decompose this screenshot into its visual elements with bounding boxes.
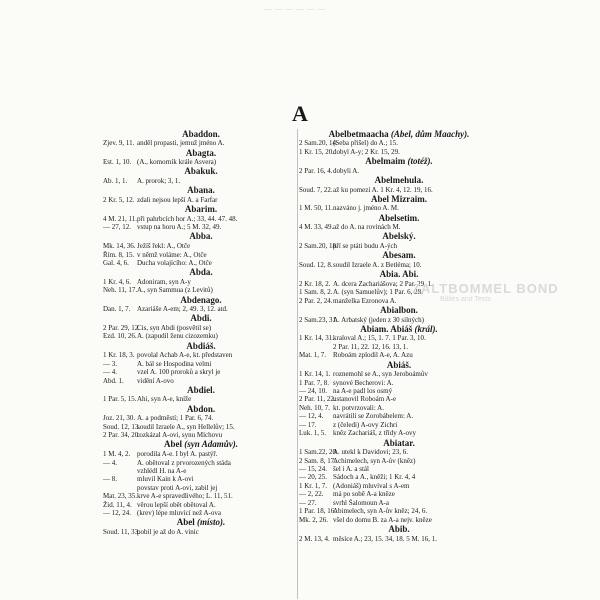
citation-line [103, 242, 299, 250]
citation-text: Cis, syn Abdi (posvětil se) [137, 323, 212, 332]
citation-text: A., syn Sammua (z Levitů) [137, 286, 213, 295]
entry-qualifier: (totéž). [407, 156, 433, 167]
verse-reference: — 15, 24. [299, 465, 327, 474]
citation-text: pří se ptáti budu A-ých [333, 242, 398, 251]
entry-headword: Abiáš. [386, 359, 412, 370]
verse-reference: 2 Sam.23, 31. [299, 315, 338, 324]
verse-reference: Neh. 11, 17. [103, 286, 138, 295]
citation-text: na A-e padl los osmý [333, 387, 393, 395]
verse-reference: Soud. 12, 8. [299, 260, 333, 269]
citation-text: věrou lepší obět obětoval A. [137, 500, 216, 509]
citation-line [299, 448, 499, 456]
citation-text: Roboám zplodil A-e, A. Azu [333, 351, 413, 360]
verse-reference: 2 Sam.20, 14. [299, 139, 338, 148]
concordance-entry [299, 306, 499, 324]
citation-text: Abimelech, syn A-ův kněz; 24, 6. [333, 507, 428, 516]
citation-text: soudil Izraele A. z Betléma; 10. [333, 260, 422, 269]
citation-line [103, 459, 299, 467]
section-letter: A [292, 101, 308, 126]
citation-line [103, 501, 299, 509]
citation-line [299, 535, 499, 543]
citation-text: povstav proti A-ovi, zabil jej [137, 483, 218, 492]
verse-reference: 1 Kr. 4, 6. [103, 277, 131, 286]
concordance-entry [103, 130, 299, 148]
concordance-entry [103, 296, 299, 314]
verse-reference: Mk. 2, 26. [299, 515, 328, 524]
citation-text: má po sobě A-a kněze [333, 490, 395, 499]
citation-line [299, 148, 499, 156]
citation-text: ustanovil Roboám A-e [333, 395, 396, 404]
verse-reference: Joz. 21, 30. [103, 414, 136, 423]
verse-reference [103, 467, 137, 475]
entry-qualifier: (syn Adamův). [184, 439, 238, 450]
citation-line [299, 421, 499, 429]
entry-headword: Abelmehula. [374, 174, 424, 185]
verse-reference: Žid. 11, 4. [103, 500, 132, 509]
citation-line [103, 196, 299, 204]
citation-line [299, 457, 499, 465]
citation-line [299, 465, 499, 473]
concordance-entry [299, 176, 499, 194]
verse-reference: — 24, 10. [299, 387, 327, 395]
citation-text: navrátilí se Zorobábelem: A. [333, 412, 414, 421]
verse-reference: 2 Kr. 18, 2. [299, 279, 331, 288]
citation-line [103, 467, 299, 475]
entry-headword: Abarim. [184, 204, 218, 215]
verse-reference: — 2, 22. [299, 490, 324, 499]
citation-text: svrhl Šalomoun A-a [333, 498, 389, 507]
verse-reference: 2 Par. 29, 12. [103, 323, 140, 332]
verse-reference: — 17. [299, 420, 317, 429]
concordance-entry [299, 195, 499, 213]
concordance-entry [103, 186, 299, 204]
verse-reference: 1 Kr. 15, 20. [299, 147, 334, 156]
verse-reference: Dan. 1, 7. [103, 305, 131, 314]
verse-reference: 1 Kr. 1, 7. [299, 481, 327, 490]
citation-text: A. Arbatský (jeden z 30 silných) [333, 315, 424, 324]
citation-line [299, 387, 499, 395]
citation-line [103, 278, 299, 286]
citation-text: A. bál se Hospodina velmi [137, 359, 212, 368]
citation-line [103, 509, 299, 517]
citation-text: vidění A-ovo [137, 376, 174, 385]
entry-headword: Abiam. Abiáš (král). [360, 323, 438, 334]
verse-reference: Mk. 14, 36. [103, 242, 136, 251]
verse-reference: 1 Kr. 14, 31. [299, 334, 334, 343]
citation-text: až ku pomezí A. 1 Kr. 4, 12. 19, 16. [333, 185, 433, 194]
verse-reference: 1 Par. 5, 15. [103, 395, 137, 404]
entry-headword: Abesam. [382, 250, 416, 261]
citation-text: kněz Zachariáš, z třídy A-ovy [333, 429, 416, 438]
citation-line [299, 334, 499, 342]
citation-line [299, 343, 499, 351]
running-title: — — — — — — [264, 5, 326, 13]
verse-reference: — 27, 12. [103, 223, 131, 232]
concordance-entry [103, 268, 299, 295]
citation-text: Adoniram, syn A-y [137, 277, 191, 286]
verse-reference: 1 Sam. 8, 2. [299, 288, 333, 297]
entry-headword: Abaddon. [182, 128, 220, 139]
entry-qualifier: (Abel, dům Maachy). [390, 128, 470, 139]
citation-line [103, 305, 299, 313]
citation-text: pobil je až do A. vinic [137, 528, 199, 537]
verse-reference [103, 484, 137, 492]
entry-headword: Abdenago. [180, 294, 222, 305]
citation-line [103, 332, 299, 340]
verse-reference: Mat. 23, 35. [103, 492, 138, 501]
entry-headword: Abialbon. [380, 304, 418, 315]
verse-reference: 1 M. 4, 2. [103, 450, 131, 459]
verse-reference: 4 M. 33, 49. [299, 223, 334, 232]
verse-reference: 2 Par. 2, 24. [299, 296, 333, 305]
entry-headword: Abiatar. [383, 437, 415, 448]
citation-text: Ježíš řekl: A., Otče [137, 242, 191, 251]
citation-text: měsíce A.; 23, 15. 34, 18. 5 M. 16, 1. [333, 534, 438, 543]
citation-line [103, 286, 299, 294]
citation-line [299, 261, 499, 269]
entry-headword: Abdon. [186, 403, 216, 414]
concordance-entry [103, 149, 299, 167]
entry-qualifier: (místo). [197, 517, 226, 528]
verse-reference: — 8. [103, 475, 117, 484]
citation-text: (A., komorník krále Asvera) [137, 158, 217, 167]
citation-line [103, 377, 299, 385]
citation-line [103, 223, 299, 231]
verse-reference: 2 Par. 34, 20. [103, 431, 140, 440]
verse-reference: Soud. 12, 13. [103, 422, 141, 431]
verse-reference: Neh. 10, 7. [299, 403, 330, 412]
citation-line [103, 368, 299, 376]
citation-text: (Seba přišel) do A.; 15. [333, 139, 398, 148]
citation-text: dobyli A. [333, 166, 360, 175]
verse-reference: — 20, 25. [299, 473, 327, 482]
citation-text: vzel A. 100 proroků a skryl je [137, 368, 221, 377]
citation-line [103, 475, 299, 483]
verse-reference: 1 Par. 7, 8. [299, 378, 329, 387]
citation-text: zdali nejsou lepší A. a Farfar [137, 195, 218, 204]
entry-headword: Abda. [189, 267, 213, 278]
watermark: ZALTBOMMEL BOND [412, 281, 559, 296]
citation-line [299, 429, 499, 437]
citation-text: A. prorok; 3, 1. [137, 177, 181, 186]
citation-text: kt. potvrzovali: A. [333, 403, 384, 412]
citation-line [103, 414, 299, 422]
verse-reference: Soud. 11, 33. [103, 528, 140, 537]
citation-line [299, 516, 499, 524]
concordance-entry [299, 439, 499, 525]
entry-headword: Abel (místo). [176, 517, 226, 528]
concordance-entry [103, 314, 299, 341]
citation-line [299, 223, 499, 231]
column-divider [297, 129, 298, 599]
verse-reference: 2 Kr. 5, 12. [103, 195, 135, 204]
concordance-entry [299, 130, 499, 157]
entry-headword: Abel Mizraim. [371, 193, 427, 204]
verse-reference: — 12, 24. [103, 509, 131, 518]
citation-text: vzhlédl H. na A-e [137, 466, 187, 475]
citation-line [103, 528, 299, 536]
citation-text: Achimelech, syn A-ův (kněz) [333, 456, 416, 465]
entry-headword: Abdiel. [187, 384, 215, 395]
verse-reference: 2 Sam. 8, 17. [299, 456, 336, 465]
citation-text: A. (zapudil ženu cizozemku) [137, 332, 218, 341]
citation-line [103, 360, 299, 368]
citation-text: (Adoniáš) mluvíval s A-em [333, 481, 410, 490]
citation-line [299, 139, 499, 147]
citation-text: anděl propasti, jemuž jméno A. [137, 139, 225, 148]
citation-line [299, 186, 499, 194]
citation-line [299, 490, 499, 498]
citation-line [103, 177, 299, 185]
verse-reference: Zjev. 9, 11. [103, 139, 135, 148]
verse-reference [299, 343, 333, 351]
concordance-entry [103, 386, 299, 404]
entry-headword: Abagta. [185, 147, 217, 158]
concordance-entry [103, 342, 299, 385]
citation-text: Sádoch a A., kněží; 1 Kr. 4, 4 [333, 473, 416, 482]
citation-text: mluvil Kain k A-ovi [137, 475, 194, 484]
watermark-subtitle: Bibles and Tests [440, 296, 491, 303]
citation-text: A. utekl k Davidovi; 23, 6. [333, 448, 409, 457]
citation-line [299, 316, 499, 324]
concordance-entry [103, 440, 299, 517]
concordance-entry [103, 205, 299, 232]
citation-line [299, 242, 499, 250]
citation-text: A. dcera Zachariášova; 2 Par. 29, 1. [333, 279, 433, 288]
entry-headword: Abdiáš. [186, 340, 216, 351]
citation-text: povolal Achab A-e, kt. představen [137, 351, 233, 360]
concordance-entry [103, 405, 299, 440]
verse-reference: — 27. [299, 498, 317, 507]
concordance-entry [103, 232, 299, 267]
citation-line [299, 379, 499, 387]
citation-text: synové Becherovi: A. [333, 378, 394, 387]
verse-reference: 1 Par. 18, 16. [299, 507, 336, 516]
verse-reference: Mat. 1, 7. [299, 351, 327, 360]
citation-line [103, 215, 299, 223]
citation-line [299, 482, 499, 490]
entry-headword: Abel (syn Adamův). [164, 439, 238, 450]
verse-reference: Est. 1, 10. [103, 158, 132, 167]
concordance-entry [299, 325, 499, 360]
citation-text: v němž voláme: A., Otče [137, 250, 207, 259]
citation-text: Ducha volajícího: A., Otče [137, 258, 212, 267]
verse-reference: 1 Sam.22, 20. [299, 448, 338, 457]
citation-text: soudil Izraele A., syn Hellelův; 15. [137, 422, 235, 431]
citation-text: šel i A. a stál [333, 465, 369, 474]
entry-headword: Abelský. [382, 231, 416, 242]
right-column [299, 129, 499, 543]
verse-reference: — 4. [103, 458, 117, 467]
citation-line [299, 395, 499, 403]
citation-line [103, 492, 299, 500]
verse-reference: Řím. 8, 15. [103, 250, 135, 259]
verse-reference: Luk. 1, 5. [299, 429, 327, 438]
verse-reference: 2 Par. 11, 22. [299, 395, 336, 404]
citation-text: manželka Ezronova A. [333, 296, 397, 305]
left-column [103, 129, 299, 537]
verse-reference: 2 Sam.20, 18. [299, 242, 338, 251]
verse-reference: 1 Kr. 14, 1. [299, 370, 331, 379]
concordance-entry [103, 167, 299, 185]
concordance-entry [103, 518, 299, 536]
verse-reference: — 3. [103, 359, 117, 368]
concordance-entry [299, 361, 499, 438]
entry-headword: Abib. [388, 523, 410, 534]
entry-headword: Abelbetmaacha (Abel, dům Maachy). [328, 128, 470, 139]
concordance-entry [299, 525, 499, 543]
citation-line [299, 507, 499, 515]
citation-text: A. obětoval z prvorozených stáda [137, 458, 231, 467]
verse-reference: Abd. 1. [103, 376, 124, 385]
verse-reference: 2 Par. 16, 4. [299, 166, 333, 175]
verse-reference: Ezd. 10, 26. [103, 332, 137, 341]
verse-reference: — 4. [103, 368, 117, 377]
citation-line [103, 324, 299, 332]
verse-reference: Gal. 4, 6. [103, 258, 129, 267]
citation-line [299, 204, 499, 212]
citation-text: z (čeledi) A-ovy Zichri [333, 420, 398, 429]
citation-line [299, 499, 499, 507]
verse-reference: 4 M. 21, 11. [103, 214, 137, 223]
citation-line [103, 251, 299, 259]
entry-headword: Abba. [189, 231, 213, 242]
verse-reference: 2 M. 13, 4. [299, 534, 330, 543]
concordance-entry [299, 232, 499, 250]
citation-line [299, 473, 499, 481]
citation-text: všel do domu B. za A-a nejv. kněze [333, 515, 432, 524]
citation-line [299, 370, 499, 378]
citation-line [299, 412, 499, 420]
entry-headword: Abakuk. [184, 166, 218, 177]
citation-text: A. a podměstí; 1 Par. 6, 74. [137, 414, 214, 423]
citation-text: 2 Par. 11, 22. 12, 16. 13, 1. [333, 342, 409, 351]
citation-text: nazváno j. jméno A. M. [333, 204, 399, 213]
concordance-entry [299, 251, 499, 269]
citation-text: krve A-e spravedlivého; L. 11, 51. [137, 492, 233, 501]
citation-text: A. (syn Samuelův); 1 Par. 6, 28. [333, 288, 423, 297]
citation-line [103, 259, 299, 267]
citation-line [103, 423, 299, 431]
citation-text: (krev) lépe mluvící než A-ova [137, 509, 221, 518]
concordance-entry [299, 214, 499, 232]
entry-headword: Abelmaim (totéž). [365, 156, 433, 167]
citation-line [103, 431, 299, 439]
citation-text: Ahi, syn A-e, kníže [137, 395, 192, 404]
verse-reference: 1 M. 50, 11. [299, 204, 333, 213]
entry-headword: Abana. [187, 185, 215, 196]
citation-text: dobyl A-y; 2 Kr. 15, 29. [333, 147, 400, 156]
verse-reference: — 12, 4. [299, 412, 324, 421]
citation-text: roznemohl se A., syn Jeroboámův [333, 370, 428, 379]
citation-line [103, 484, 299, 492]
citation-text: vstup na horu A.; 5 M. 32, 49. [137, 223, 222, 232]
citation-line [299, 351, 499, 359]
citation-line [299, 404, 499, 412]
citation-text: kraloval A.; 15, 1. 7. 1 Par. 3, 10. [333, 334, 426, 343]
entry-headword: Abelsetim. [378, 212, 420, 223]
citation-text: porodila A-e. I byl A. pastýř. [137, 450, 218, 459]
verse-reference: 1 Kr. 18, 3. [103, 351, 135, 360]
concordance-entry [299, 157, 499, 175]
verse-reference: Soud. 7, 22. [299, 185, 333, 194]
citation-line [103, 450, 299, 458]
citation-line [103, 351, 299, 359]
citation-line [103, 158, 299, 166]
entry-qualifier: (král). [414, 323, 438, 334]
citation-text: rozkázal A-ovi, synu Míchovu [137, 431, 223, 440]
citation-text: Azariáše A-em; 2, 49. 3, 12. atd. [137, 305, 228, 314]
citation-line [103, 395, 299, 403]
entry-headword: Abia. Abi. [379, 269, 419, 280]
entry-headword: Abdi. [190, 313, 212, 324]
citation-line [103, 139, 299, 147]
verse-reference: Ab. 1, 1. [103, 177, 128, 186]
citation-text: při pahrbcích hor A.; 33, 44. 47. 48. [137, 214, 238, 223]
citation-text: až do A. na rovinách M. [333, 223, 401, 232]
citation-line [299, 167, 499, 175]
